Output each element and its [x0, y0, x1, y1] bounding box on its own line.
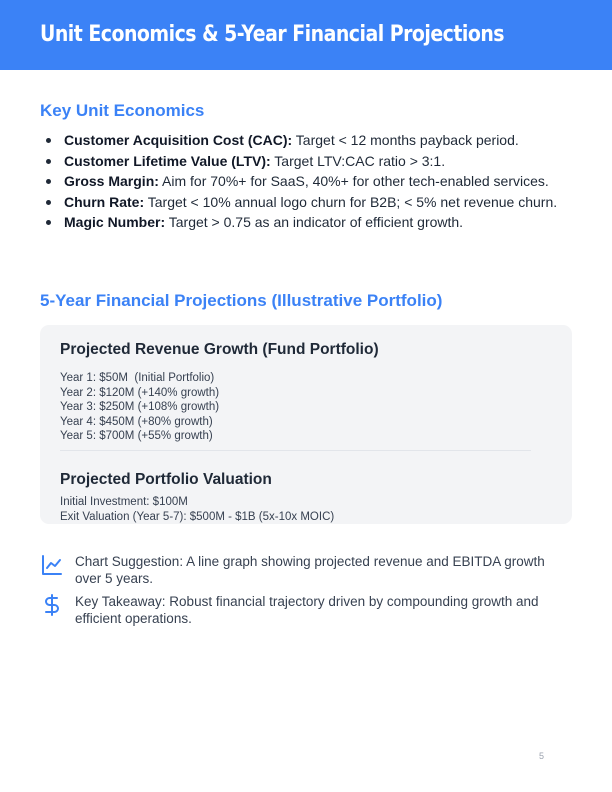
projections-title: 5-Year Financial Projections (Illustrative Portfolio)	[40, 291, 443, 310]
key-takeaway-text: Key Takeaway: Robust financial trajectory driven by compounding growth and efficient operations.	[75, 594, 539, 626]
list-item	[40, 151, 560, 171]
portfolio-valuation-title: Projected Portfolio Valuation	[60, 471, 272, 488]
list-item	[40, 212, 560, 232]
unit-economics-title: Key Unit Economics	[40, 101, 205, 120]
line-chart-icon	[40, 553, 64, 577]
item-label: Customer Lifetime Value (LTV):	[64, 152, 271, 169]
item-label: Churn Rate:	[64, 193, 145, 210]
item-text: Target < 12 months payback period.	[292, 132, 519, 148]
revenue-line: Year 2: $120M (+140% growth)	[60, 386, 220, 399]
unit-economics-list	[40, 130, 560, 233]
revenue-growth-list	[60, 371, 219, 444]
page-header	[0, 0, 612, 70]
item-label: Gross Margin:	[64, 173, 159, 189]
revenue-growth-title: Projected Revenue Growth (Fund Portfolio)	[60, 341, 379, 358]
bullet-icon	[46, 200, 51, 205]
valuation-line: Exit Valuation (Year 5-7): $500M - $1B (5x-10x MOIC)	[60, 510, 335, 523]
dollar-icon	[40, 593, 64, 617]
item-text: Aim for 70%+ for SaaS, 40%+ for other tech-enabled services.	[158, 173, 549, 189]
bullet-icon	[46, 220, 51, 225]
bullet-icon	[46, 159, 51, 164]
revenue-line: Year 1: $50M (Initial Portfolio)	[60, 372, 215, 384]
item-label: Customer Acquisition Cost (CAC):	[64, 132, 293, 148]
item-text: Target > 0.75 as an indicator of efficient growth.	[165, 214, 464, 230]
page-number: 5	[539, 751, 545, 761]
valuation-line: Initial Investment: $100M	[60, 496, 188, 508]
list-item	[40, 192, 560, 212]
item-label: Magic Number:	[64, 214, 166, 230]
item-text: Target LTV:CAC ratio > 3:1.	[270, 152, 446, 169]
portfolio-valuation-list	[60, 495, 334, 524]
page-title: Unit Economics & 5-Year Financial Projections	[40, 22, 505, 47]
chart-suggestion-text: Chart Suggestion: A line graph showing projected revenue and EBITDA growth over 5 years.	[75, 554, 545, 586]
projections-card	[40, 325, 572, 524]
bullet-icon	[46, 138, 51, 143]
revenue-line: Year 5: $700M (+55% growth)	[60, 430, 213, 442]
list-item	[40, 130, 560, 150]
item-text: Target < 10% annual logo churn for B2B; < 5% net revenue churn.	[144, 193, 558, 210]
card-divider	[60, 450, 531, 451]
bullet-icon	[46, 179, 51, 184]
revenue-line: Year 4: $450M (+80% growth)	[60, 415, 213, 428]
list-item	[40, 171, 560, 191]
revenue-line: Year 3: $250M (+108% growth)	[60, 401, 220, 413]
